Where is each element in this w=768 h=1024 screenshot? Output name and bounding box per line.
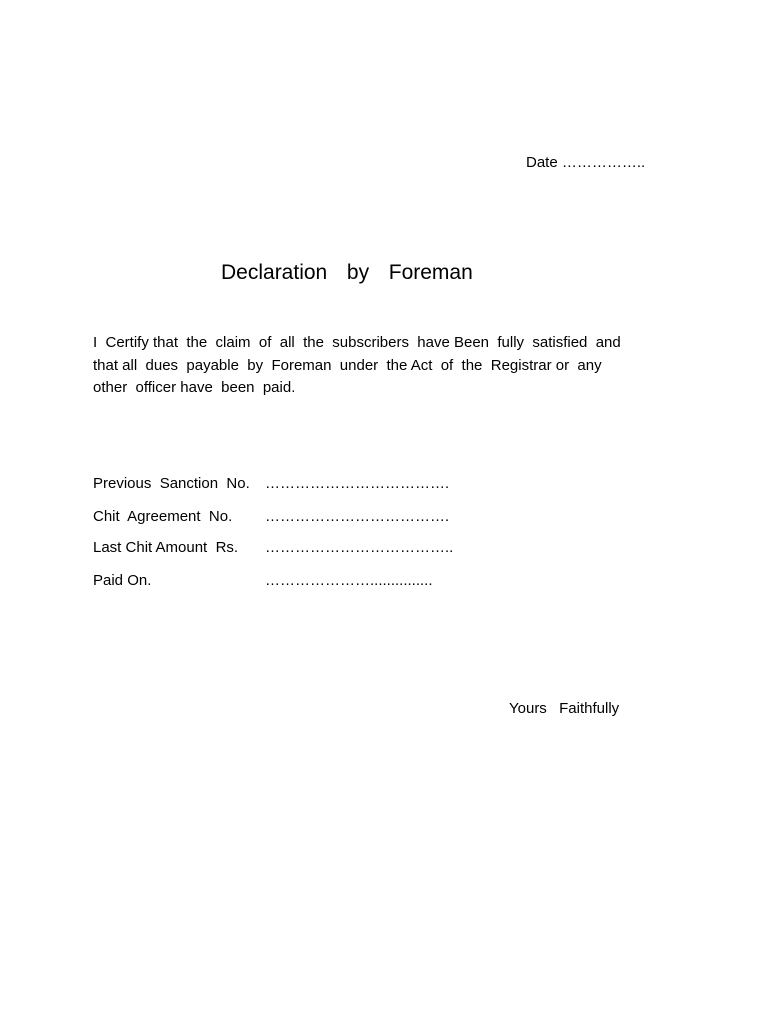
declaration-line-2 (93, 355, 670, 378)
date-line: Date …………….. (526, 154, 646, 171)
field-previous-sanction (93, 475, 493, 497)
field-paid-on-label: Paid On. (93, 572, 152, 589)
field-chit-agreement-label: Chit Agreement No. (93, 508, 233, 525)
closing-signoff: Yours Faithfully (509, 700, 620, 717)
declaration-line-1 (93, 332, 670, 355)
field-previous-sanction-value: ………………………………. (265, 475, 450, 492)
field-last-chit-amount-value: ……………………………….. (265, 539, 454, 556)
field-last-chit-amount (93, 539, 493, 561)
page-title: Declaration by Foreman (221, 261, 473, 284)
declaration-line-3-text: other officer have been paid. (93, 379, 296, 396)
declaration-line-1-text: I Certify that the claim of all the subscribers have Been fully satisfied and (93, 334, 621, 351)
field-chit-agreement-value: ………………………………. (265, 508, 450, 525)
field-paid-on-value: …………………............... (265, 572, 433, 589)
declaration-body (93, 332, 670, 400)
declaration-line-3 (93, 377, 670, 400)
field-paid-on (93, 572, 493, 594)
declaration-line-2-text: that all dues payable by Foreman under the Act of the Registrar or any (93, 356, 602, 374)
field-previous-sanction-label: Previous Sanction No. (93, 475, 250, 492)
field-chit-agreement (93, 508, 493, 530)
field-last-chit-amount-label: Last Chit Amount Rs. (93, 539, 239, 556)
